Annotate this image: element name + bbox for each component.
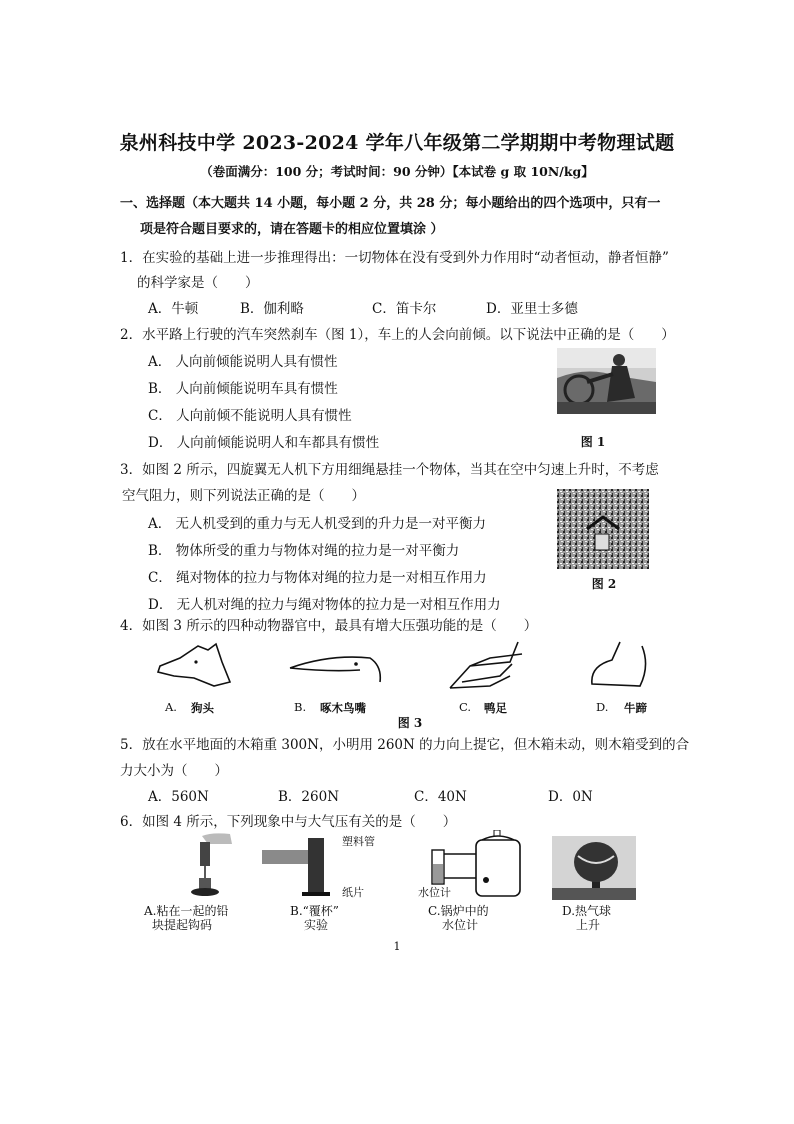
q2-option-b: B． 人向前倾能说明车具有惯性 (148, 381, 338, 397)
section1-line1: 一、选择题（本大题共 14 小题，每小题 2 分，共 28 分；每小题给出的四个选项中，只有一 (120, 196, 661, 211)
figure1-caption: 图 1 (580, 435, 606, 449)
fig4-caption-a1: A.粘在一起的铅 (144, 904, 229, 918)
fig4-caption-b2: 实验 (304, 918, 329, 932)
cow-hoof-drawing (592, 642, 646, 686)
dog-head-drawing (158, 644, 230, 686)
page-subtitle: （卷面满分：100 分；考试时间：90 分钟）【本试卷 g 取 10N/kg】 (200, 164, 594, 179)
q4-line1: 4．如图 3 所示的四种动物器官中，最具有增大压强功能的是（ ） (120, 618, 538, 634)
q4-label-d: D. (596, 700, 609, 714)
q5-line1: 5．放在水平地面的木箱重 300N，小明用 260N 的力向上提它，但木箱未动，则木箱受到的合 (120, 737, 690, 753)
figure4-covered-cup-image (262, 832, 342, 902)
q5-option-b: B．260N (278, 789, 340, 805)
page-title: 泉州科技中学 2023-2024 学年八年级第二学期期中考物理试题 (119, 132, 675, 154)
q1-option-d: D．亚里士多德 (486, 301, 578, 317)
q5-line2: 力大小为（ ） (120, 763, 228, 779)
woodpecker-beak-drawing (290, 657, 380, 682)
figure4-hot-air-balloon-image (552, 836, 636, 900)
q4-label-a: A. (165, 700, 177, 714)
fig4-label-paper: 纸片 (342, 886, 364, 899)
q2-line1: 2．水平路上行驶的汽车突然刹车（图 1），车上的人会向前倾。以下说法中正确的是（ ） (120, 327, 675, 343)
q1-line2: 的科学家是（ ） (137, 275, 259, 291)
fig4-caption-d2: 上升 (576, 918, 601, 932)
figure2-drone-image (557, 489, 649, 569)
q3-option-c: C． 绳对物体的拉力与物体对绳的拉力是一对相互作用力 (148, 570, 487, 586)
q4-name-c: 鸭足 (484, 701, 507, 715)
page-number: 1 (393, 940, 401, 953)
q5-option-c: C．40N (414, 789, 467, 805)
q1-option-c: C．笛卡尔 (372, 301, 437, 317)
figure2-caption: 图 2 (591, 577, 617, 591)
q3-line2: 空气阻力，则下列说法正确的是（ ） (122, 488, 365, 504)
figure3-animal-organs (150, 636, 660, 698)
fig4-caption-d1: D.热气球 (562, 904, 612, 918)
q4-name-b: 啄木鸟嘴 (320, 701, 366, 715)
section1-line2: 项是符合题目要求的，请在答题卡的相应位置填涂 ） (140, 222, 444, 237)
q3-option-a: A． 无人机受到的重力与无人机受到的升力是一对平衡力 (148, 516, 487, 532)
fig4-caption-a2: 块提起钩码 (152, 918, 213, 932)
q1-line1: 1．在实验的基础上进一步推理得出：一切物体在没有受到外力作用时“动者恒动，静者恒静” (120, 250, 669, 266)
figure1-car-driver-image (557, 348, 656, 414)
fig4-label-plastic-tube: 塑料管 (342, 835, 375, 848)
fig4-label-water-gauge: 水位计 (418, 886, 451, 899)
duck-foot-drawing (450, 642, 522, 688)
q5-option-a: A．560N (148, 789, 209, 805)
figure4-lead-blocks-image (172, 830, 242, 900)
q2-option-d: D． 人向前倾能说明人和车都具有惯性 (148, 435, 380, 451)
q3-line1: 3．如图 2 所示，四旋翼无人机下方用细绳悬挂一个物体，当其在空中匀速上升时，不考虑 (120, 462, 659, 478)
q3-option-d: D． 无人机对绳的拉力与绳对物体的拉力是一对相互作用力 (148, 597, 501, 613)
q2-option-c: C． 人向前倾不能说明人具有惯性 (148, 408, 352, 424)
q4-label-c: C. (459, 700, 472, 714)
figure3-caption: 图 3 (397, 716, 423, 730)
q1-option-b: B．伽利略 (240, 301, 304, 317)
q4-name-d: 牛蹄 (624, 701, 647, 715)
q4-label-b: B. (294, 700, 307, 714)
q3-option-b: B． 物体所受的重力与物体对绳的拉力是一对平衡力 (148, 543, 460, 559)
fig4-caption-c2: 水位计 (442, 918, 479, 932)
fig4-caption-b1: B.“覆杯” (290, 904, 339, 918)
q1-option-a: A．牛顿 (148, 301, 199, 317)
q5-option-d: D．0N (548, 789, 593, 805)
q6-line1: 6．如图 4 所示，下列现象中与大气压有关的是（ ） (120, 814, 457, 830)
q4-name-a: 狗头 (191, 701, 214, 715)
q2-option-a: A． 人向前倾能说明人具有惯性 (148, 354, 338, 370)
fig4-caption-c1: C.锅炉中的 (428, 904, 489, 918)
